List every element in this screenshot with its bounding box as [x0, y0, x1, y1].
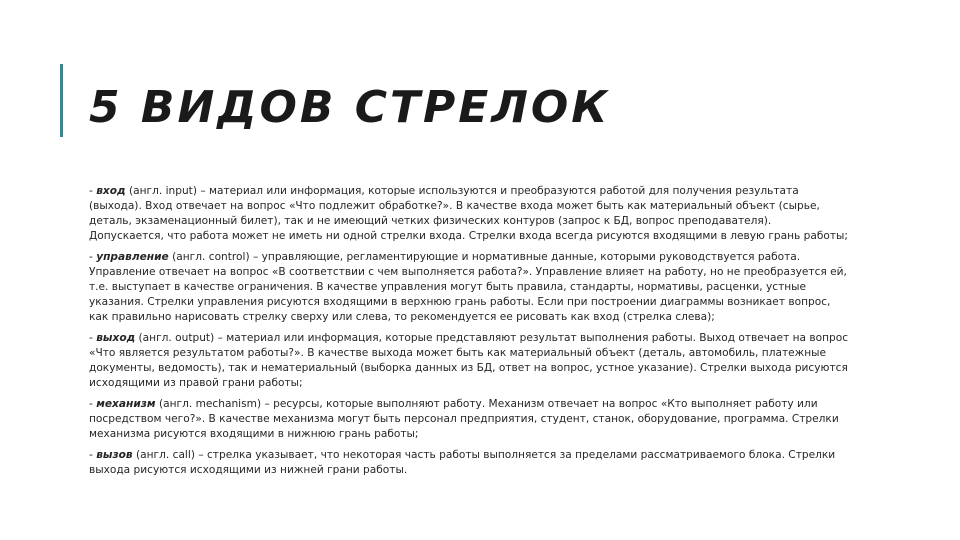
list-dash: - [89, 398, 97, 410]
definition-output: (англ. output) – материал или информация, которые представляют результат выполнения работы. Выход отвечает на вопрос «Что является результатом работы?». В качестве выхода может быть как материальный объект (деталь, автомобиль, платежные документы, ведомость), так и нематериальный (выборка данных из БД, ответ на вопрос, устное указание). Стрелки выхода рисуются исходящими из правой грани работы; [89, 332, 849, 389]
arrow-type-control [89, 250, 849, 325]
list-dash: - [89, 185, 97, 197]
list-dash: - [89, 251, 97, 263]
definition-control: (англ. control) – управляющие, регламентирующие и нормативные данные, которыми руководствуется работа. Управление отвечает на вопрос «В соответствии с чем выполняется работа?». Управление влияет на работу, но не преобразуется ей, т.е. выступает в качестве ограничения. В качестве управления могут быть правила, стандарты, нормативы, расценки, устные указания. Стрелки управления рисуются входящими в верхнюю грань работы. Если при построении диаграммы возникает вопрос, как правильно нарисовать стрелку сверху или слева, то рекомендуется ее рисовать как вход (стрелка слева); [89, 251, 847, 323]
arrow-type-output [89, 331, 849, 391]
term-output: выход [96, 332, 136, 344]
definition-call: (англ. call) – стрелка указывает, что некоторая часть работы выполняется за пределами рассматриваемого блока. Стрелки выхода рисуются исходящими из нижней грани работы. [89, 449, 836, 476]
definition-input: (англ. input) – материал или информация, которые используются и преобразуются работой для получения результата (выхода). Вход отвечает на вопрос «Что подлежит обработке?». В качестве входа может быть как материальный объект (сырье, деталь, экзаменационный билет), так и не имеющий четких физических контуров (запрос к БД, вопрос преподавателя). Допускается, что работа может не иметь ни одной стрелки входа. Стрелки входа всегда рисуются входящими в левую грань работы; [89, 185, 848, 242]
list-dash: - [89, 332, 97, 344]
arrow-type-call [89, 448, 849, 478]
slide-body [89, 184, 849, 484]
term-control: управление [96, 251, 169, 263]
arrow-type-input [89, 184, 849, 244]
term-input: вход [96, 185, 126, 197]
term-mechanism: механизм [96, 398, 156, 410]
term-call: вызов [96, 449, 133, 461]
list-dash: - [89, 449, 97, 461]
definition-mechanism: (англ. mechanism) – ресурсы, которые выполняют работу. Механизм отвечает на вопрос «Кто выполняет работу или посредством чего?». В качестве механизма могут быть персонал предприятия, студент, станок, оборудование, программа. Стрелки механизма рисуются входящими в нижнюю грань работы; [89, 398, 839, 440]
title-accent-bar [60, 64, 63, 137]
arrow-type-mechanism [89, 397, 849, 442]
slide-title: 5 ВИДОВ СТРЕЛОК [89, 82, 611, 133]
